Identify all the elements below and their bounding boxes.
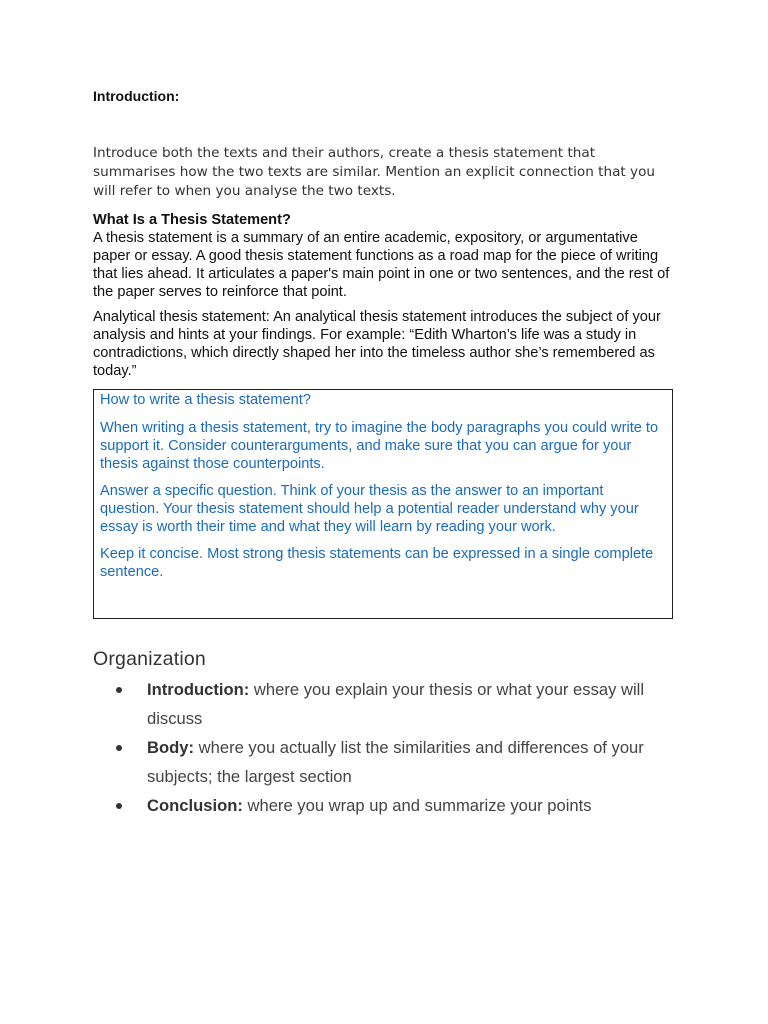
organization-item-conclusion xyxy=(93,791,693,820)
tip-item: When writing a thesis statement, try to imagine the body paragraphs you could write to support it. Consider counterarguments, and make sure that you can argue for your thesis against those counterpoints. xyxy=(100,420,659,472)
organization-description: where you actually list the similarities and differences of your subjects; the largest section xyxy=(147,738,644,786)
tip-item: Answer a specific question. Think of your thesis as the answer to an important question. Your thesis statement should help a potential reader understand why your essay is worth their time and what they will learn by reading your work. xyxy=(100,483,639,535)
analytical-thesis-text: Analytical thesis statement: An analytical thesis statement introduces the subject of your analysis and hints at your findings. For example: “Edith Wharton’s life was a study in contradictions, which directly shaped her into the timeless author she’s remembered as today.” xyxy=(93,309,661,379)
thesis-tips-box xyxy=(93,389,673,619)
organization-item-introduction xyxy=(93,675,693,733)
thesis-section xyxy=(93,211,679,301)
tips-title: How to write a thesis statement? xyxy=(100,392,311,408)
organization-term: Body: xyxy=(147,738,195,757)
organization-description: where you explain your thesis or what your essay will discuss xyxy=(147,680,645,728)
organization-description: where you wrap up and summarize your points xyxy=(242,796,592,815)
organization-heading: Organization xyxy=(93,648,206,670)
organization-item-body xyxy=(93,733,693,791)
thesis-heading: What Is a Thesis Statement? xyxy=(93,212,291,228)
organization-term: Conclusion: xyxy=(147,796,243,815)
introduction-text: Introduce both the texts and their authors, create a thesis statement that summarises how the two texts are similar. Mention an explicit connection that you will refer to when you analyse the two texts. xyxy=(93,145,656,199)
thesis-definition: A thesis statement is a summary of an entire academic, expository, or argumentative paper or essay. A good thesis statement functions as a road map for the piece of writing that lies ahead. It articulates a paper's main point in one or two sentences, and the rest of the paper serves to reinforce that point. xyxy=(93,230,670,300)
introduction-heading: Introduction: xyxy=(93,88,180,104)
organization-term: Introduction: xyxy=(147,680,250,699)
bullet-icon xyxy=(116,803,122,809)
bullet-icon xyxy=(116,687,122,693)
bullet-icon xyxy=(116,745,122,751)
tip-item: Keep it concise. Most strong thesis statements can be expressed in a single complete sentence. xyxy=(100,546,654,580)
organization-list xyxy=(93,675,693,820)
